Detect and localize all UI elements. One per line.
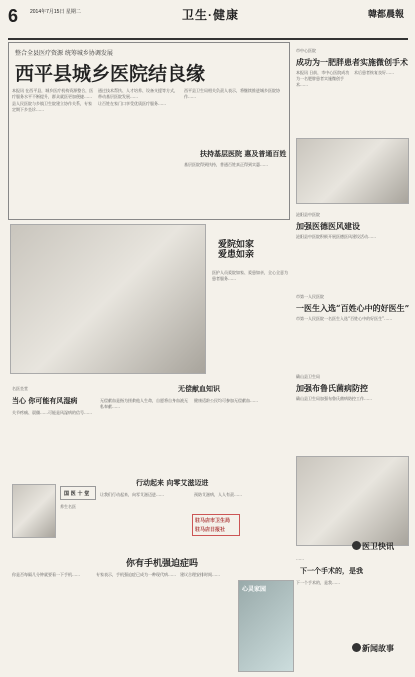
lead-kicker: 整合全县医疗资源 统筹城乡协调发展	[15, 50, 113, 57]
bottom-body2: 专家表示，手机强迫症已成为一种现代病……	[96, 572, 176, 577]
lead-side-body: 基层医院得到扶持，普通百姓真正得到实惠……	[184, 162, 268, 167]
right-mid2-tag: 市第一人民医院	[296, 294, 324, 299]
doc-card-name: 养生名医	[60, 504, 76, 509]
right-top-photo	[296, 138, 409, 204]
right-mid1-body: 泌阳县中医院积极开展医德医风建设活动……	[296, 234, 376, 239]
bottom-title: 你有手机强迫症吗	[126, 559, 199, 569]
love-body: 医护人员爱院如家、爱患如亲，全心全意为患者服务……	[212, 270, 288, 281]
issue-date: 2014年7月15日 星期二	[30, 9, 81, 15]
doc-card	[60, 486, 96, 500]
lead-body-col1: 本报讯 在西平县，城乡医疗机构资源整合，医疗服务水平不断提升，群众就医更加便捷…… 县人民医院与乡镇卫生院建立协作关系，专家定期下乡坐诊……	[12, 88, 94, 112]
info-label: 医卫快讯	[362, 541, 394, 551]
hospital-ad	[192, 514, 240, 536]
right-top-body: 本报讯 日前，市中心医院成功为一名肥胖患者实施微创手术……	[296, 70, 350, 87]
doc-card-label: 国 医 十 堂	[64, 491, 90, 497]
bottom-body3: 建议合理安排时间……	[180, 572, 220, 577]
aids-body2: 预防艾滋病，人人有责……	[194, 492, 242, 497]
flower-icon	[352, 541, 361, 550]
doctor-portrait	[12, 484, 56, 538]
hospital-ad-line1: 驻马店市卫生局	[195, 518, 231, 524]
love-title: 爱院如家 爱患如亲	[218, 240, 255, 260]
story-label: 新闻故事	[362, 643, 394, 653]
lead-title: 西平县城乡医院结良缘	[15, 63, 206, 85]
right-lower-photo	[296, 456, 409, 546]
hospital-ward-photo	[10, 224, 206, 374]
hand-title: 下一个手术的，是我	[300, 566, 363, 575]
blood-body1: 无偿献血是指为拯救他人生命，自愿将自身血液无私奉献……	[100, 398, 188, 409]
right-top-tag: 市中心医院	[296, 48, 316, 53]
lead-body-col3: 西平县卫生局相关负责人表示，将继续推进城乡医院协作……	[184, 88, 280, 99]
page-number: 6	[8, 6, 19, 26]
right-top-title: 成功为一肥胖患者实施微创手术	[296, 57, 408, 67]
right-mid3-tag: 确山县卫生局	[296, 374, 320, 379]
page-header	[8, 4, 408, 40]
right-mid3-body: 确山县卫生局加强布鲁氏菌病防控工作……	[296, 396, 372, 401]
doctor-body: 关节疼痛、晨僵……可能是风湿病的信号……	[12, 410, 92, 415]
bottom-body1: 你是否每隔几分钟就要看一下手机……	[12, 572, 80, 577]
doctor-title: 当心 你可能有风湿病	[12, 396, 78, 405]
aids-body1: 让我们行动起来，向零艾滋迈进……	[100, 492, 164, 497]
blood-body2: 健康适龄公民均可参加无偿献血……	[194, 398, 258, 403]
doctor-tag: 名医坐堂	[12, 386, 28, 391]
right-mid2-body: 市第一人民医院一名医生入选“百姓心中的好医生”……	[296, 316, 393, 321]
right-mid3-title: 加强布鲁氏菌病防控	[296, 383, 368, 393]
right-top-body2: 术后患者恢复良好……	[354, 70, 394, 75]
heart-title: 心灵家园	[242, 586, 267, 593]
hospital-ad-line2: 驻马店日报社	[195, 527, 226, 533]
masthead: 韓都晨報	[367, 10, 404, 20]
hand-body: 下一个手术的，是我……	[296, 580, 340, 585]
flower-icon	[352, 643, 361, 652]
info-body: ……	[296, 556, 304, 561]
lead-body-col2: 通过技术帮扶、人才培养、设备支援等方式，带动基层医院发展…… 让百姓在家门口享受优质医疗服务……	[98, 88, 178, 106]
blood-title: 无偿献血知识	[178, 384, 220, 393]
section-title: 卫生·健康	[182, 8, 239, 22]
lead-side-title: 扶持基层医院 惠及普通百姓	[200, 149, 287, 158]
aids-title: 行动起来 向零艾滋迈进	[136, 478, 209, 487]
right-mid2-title: 一医生入选“百姓心中的好医生”	[296, 303, 410, 313]
right-mid1-title: 加强医德医风建设	[296, 221, 360, 231]
heart-garden-box	[238, 580, 294, 672]
right-mid1-tag: 泌阳县中医院	[296, 212, 320, 217]
